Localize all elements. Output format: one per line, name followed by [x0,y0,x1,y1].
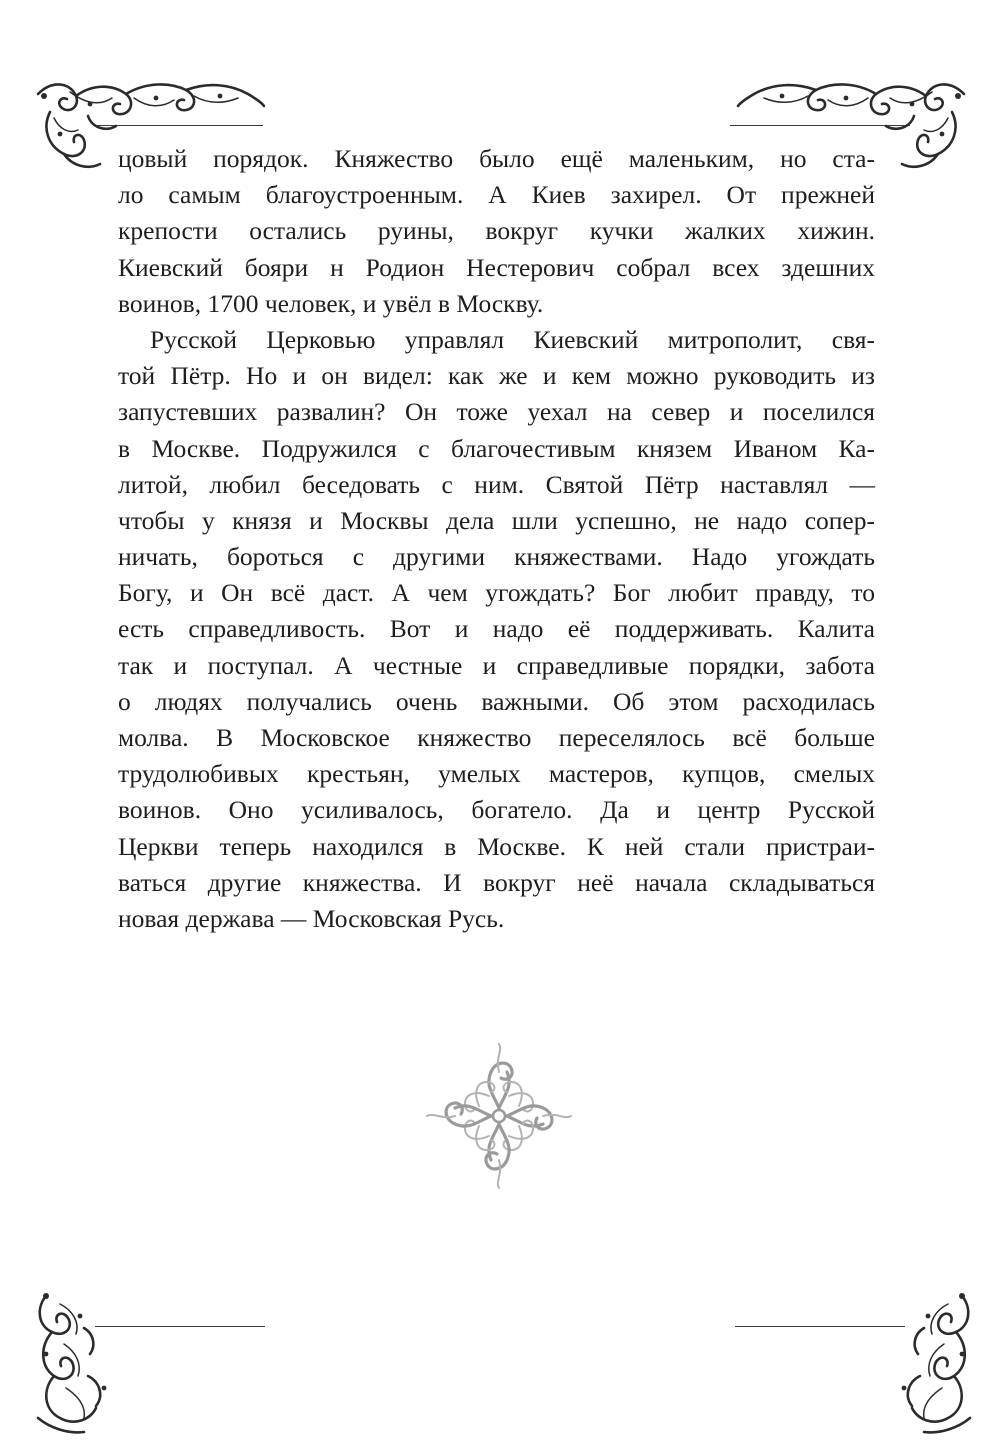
text-line: ло самым благоустроенным. А Киев захирел. От прежней [118,180,875,210]
text-line: литой, любил беседовать с ним. Святой Пётр наставлял — [118,469,875,499]
text-line: Русской Церковью управлял Киевский митрополит, свя- [150,324,875,354]
text-line: ничать, бороться с другими княжествами. Надо угождать [118,542,875,572]
text-line: есть справедливость. Вот и надо её поддерживать. Калита [118,614,875,644]
paragraph-1 [118,141,875,322]
paragraph-2 [118,322,875,937]
bottom-right-corner-ornament [878,1288,978,1438]
text-line: в Москве. Подружился с благочестивым князем Иваном Ка- [118,433,875,463]
text-line: Церкви теперь находился в Москве. К ней стали пристраи- [118,831,875,861]
text-line: трудолюбивых крестьян, умелых мастеров, купцов, смелых [118,759,875,789]
text-line: Богу, и Он всё даст. А чем угождать? Бог любит правду, то [118,578,875,608]
text-line: запустевших развалин? Он тоже уехал на север и поселился [118,397,875,427]
text-line: чтобы у князя и Москвы дела шли успешно, не надо сопер- [118,505,875,535]
text-line: так и поступал. А честные и справедливые порядки, забота [118,650,875,680]
text-line: Киевский бояри н Родион Нестерович собрал всех здешних [118,252,875,282]
text-line: ваться другие княжества. И вокруг неё начала складываться [118,867,875,897]
text-line: воинов, 1700 человек, и увёл в Москву. [118,288,544,318]
center-flourish-ornament [419,1041,579,1196]
text-line: новая держава — Московская Русь. [118,903,505,933]
text-line: молва. В Московское княжество переселялось всё больше [118,723,875,752]
text-line: той Пётр. Но и он видел: как же и кем можно руководить из [118,361,875,391]
text-line: цовый порядок. Княжество было ещё маленьким, но ста- [118,144,875,173]
body-text [118,141,875,937]
text-line: о людях получались очень важными. Об этом расходилась [118,686,875,716]
text-line: воинов. Оно усиливалось, богатело. Да и центр Русской [118,795,875,825]
bottom-left-corner-ornament [30,1288,130,1438]
text-line: крепости остались руины, вокруг кучки жалких хижин. [118,216,875,246]
